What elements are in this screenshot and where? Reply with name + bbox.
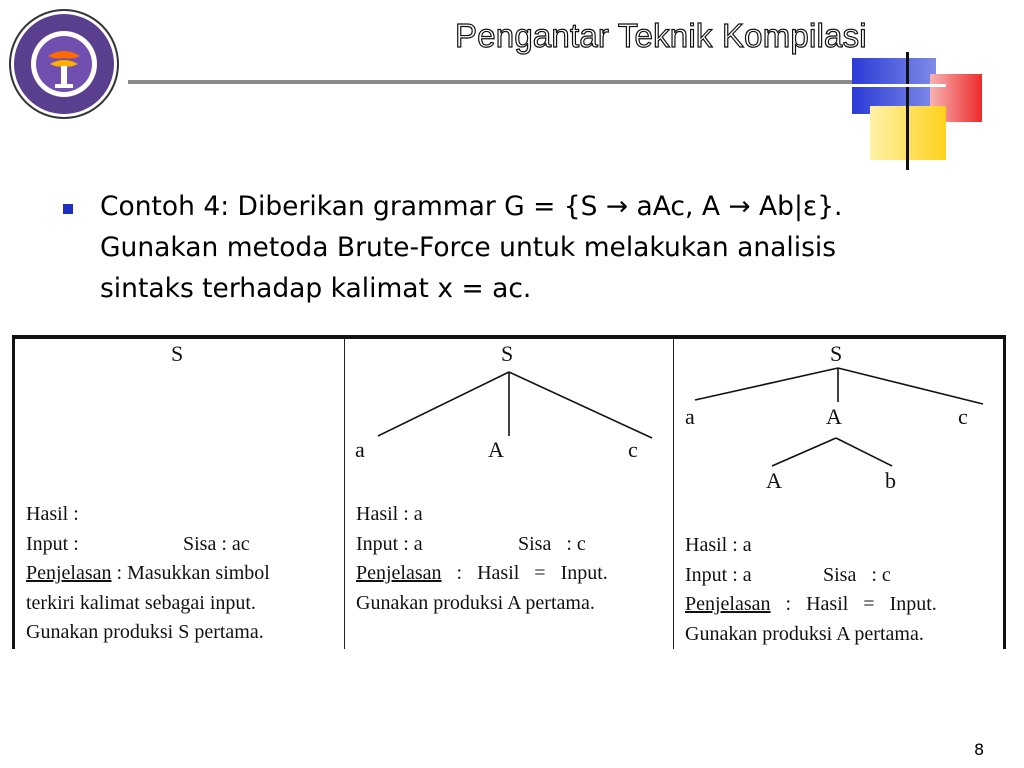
col1-penjelasan-rest: : Masukkan simbol	[111, 562, 270, 584]
tree3-edge-b	[836, 438, 892, 466]
page-number: 8	[974, 740, 985, 759]
column-1-text	[26, 500, 338, 648]
tree3-child-a: a	[685, 404, 695, 429]
tree2-edge-c	[509, 372, 652, 438]
col3-line4: Gunakan produksi A pertama.	[685, 622, 924, 645]
col1-input: Input :	[26, 532, 79, 555]
col2-input: Input : a	[356, 532, 423, 555]
tree3-root: S	[830, 341, 843, 366]
col3-hasil: Hasil : a	[685, 534, 752, 556]
tree3-edge-c	[838, 368, 983, 404]
col2-hasil: Hasil : a	[356, 503, 423, 525]
col1-penjelasan-label: Penjelasan	[26, 562, 112, 584]
col2-sisa: Sisa : c	[518, 532, 586, 555]
tree2-child-A: A	[488, 437, 504, 462]
tree3-edge-a	[695, 368, 838, 400]
bullet-line-1: Contoh 4: Diberikan grammar G = {S → aAc, A → Ab|ε}.	[100, 191, 843, 222]
col3-input: Input : a	[685, 563, 752, 586]
col1-line4: terkiri kalimat sebagai input.	[26, 591, 256, 614]
tree3-child-c: c	[958, 404, 968, 429]
tree1-root: S	[171, 341, 184, 366]
bullet-line-3: sintaks terhadap kalimat x = ac.	[100, 273, 532, 304]
tree3-child-A: A	[826, 404, 842, 429]
col3-penjelasan-label: Penjelasan	[685, 593, 771, 615]
tree3-grandchild-A: A	[766, 468, 782, 493]
col1-sisa: Sisa : ac	[183, 532, 250, 555]
tree2-child-c: c	[628, 437, 638, 462]
col2-penjelasan-label: Penjelasan	[356, 562, 442, 584]
col3-penjelasan-rest: : Hasil = Input.	[770, 593, 937, 615]
col2-line4: Gunakan produksi A pertama.	[356, 591, 595, 614]
tree2-child-a: a	[355, 437, 365, 462]
presentation-title: Pengantar Teknik Kompilasi	[455, 17, 867, 54]
column-3-text	[685, 531, 995, 649]
bullet-line-2: Gunakan metoda Brute-Force untuk melakukan analisis	[100, 232, 837, 263]
col2-penjelasan-rest: : Hasil = Input.	[441, 562, 608, 584]
column-2-text	[356, 500, 666, 618]
col1-line5: Gunakan produksi S pertama.	[26, 621, 264, 643]
tree2-root: S	[501, 341, 514, 366]
tree2-edge-a	[378, 372, 509, 436]
col3-sisa: Sisa : c	[823, 563, 891, 586]
tree3-edge-A2	[772, 438, 836, 466]
tree3-grandchild-b: b	[885, 468, 896, 493]
col1-hasil: Hasil :	[26, 503, 79, 525]
